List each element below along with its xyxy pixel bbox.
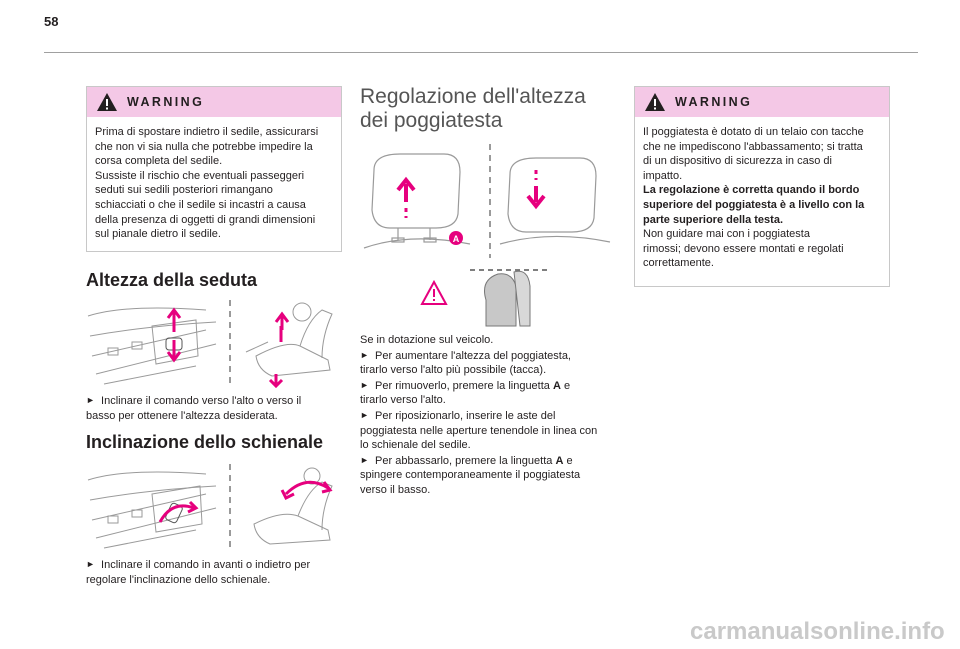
warning-line: Non guidare mai con i poggiatesta [643,228,810,241]
instruction-line: e [563,454,573,467]
instruction-line: regolare l'inclinazione dello schienale. [86,573,271,586]
warning-box-seat-move [86,86,342,252]
warning-title: WARNING [127,95,205,109]
backrest-illustration [86,460,348,552]
instruction-line: Per rimuoverlo, premere la linguetta [375,379,553,392]
bullet-arrow-icon: ► [86,395,95,405]
bullet-arrow-icon: ► [360,349,369,360]
warning-box-headrest [634,86,890,287]
tab-label-a: A [452,234,460,244]
headrest-instructions [360,333,625,498]
warning-line: di un dispositivo di sicurezza in caso di [643,155,832,168]
page-number: 58 [44,14,59,29]
heading-line: dei poggiatesta [360,109,503,132]
instruction-line: spingere contemporaneamente il poggiatesta [360,469,581,482]
warning-line: che ne impediscono l'abbassamento; si tratta [643,140,863,153]
bullet-arrow-icon: ► [360,409,369,420]
section-heading-headrest [360,85,586,133]
tab-reference: A [555,454,564,467]
instruction-line: basso per ottenere l'altezza desiderata. [86,409,278,422]
warning-line: corsa completa del sedile. [95,155,223,168]
warning-header [87,87,341,117]
bullet-arrow-icon: ► [86,559,95,569]
warning-line: sul pianale dietro il sedile. [95,228,221,241]
warning-text [635,117,889,271]
instruction-line: poggiatesta nelle aperture tenendole in linea con [360,424,598,437]
warning-line: schiacciati o che il sedile si incastri a causa [95,198,306,211]
instruction-line: Per abbassarlo, premere la linguetta [375,454,556,467]
instruction-line: Inclinare il comando in avanti o indietro per [101,559,311,571]
warning-emphasis: superiore del poggiatesta è a livello con la [643,198,865,211]
headrest-illustration [360,140,620,330]
tab-reference: A [552,379,561,392]
warning-line: correttamente. [643,257,714,270]
bullet-arrow-icon: ► [360,454,369,465]
instruction-line: Per aumentare l'altezza del poggiatesta, [375,349,571,362]
bullet-arrow-icon: ► [360,379,369,390]
instruction-line: e [560,379,571,392]
heading-line: Regolazione dell'altezza [360,85,586,108]
warning-line: Prima di spostare indietro il sedile, assicurarsi [95,126,319,138]
intro-line: Se in dotazione sul veicolo. [360,334,494,346]
seat-height-illustration [86,296,348,388]
warning-header [635,87,889,117]
instruction-line: Inclinare il comando verso l'alto o verso il [101,395,302,407]
header-divider [44,52,918,53]
warning-line: Il poggiatesta è dotato di un telaio con tacche [643,126,864,138]
warning-title: WARNING [675,95,753,109]
backrest-instruction [86,557,346,587]
warning-line: impatto. [643,169,683,182]
section-heading-seat-height: Altezza della seduta [86,270,258,290]
warning-text [87,117,341,242]
instruction-line: tirarlo verso l'alto. [360,394,446,407]
warning-triangle-icon [96,92,118,112]
watermark: carmanualsonline.info [690,618,945,645]
warning-emphasis: parte superiore della testa. [643,213,783,226]
seat-height-instruction [86,393,346,423]
warning-line: che non vi sia nulla che potrebbe impedire la [95,140,313,153]
warning-triangle-icon [644,92,666,112]
instruction-line: Per riposizionarlo, inserire le aste del [375,409,556,422]
warning-line: rimossi; devono essere montati e regolati [643,242,844,255]
section-heading-backrest: Inclinazione dello schienale [86,432,324,452]
instruction-line: verso il basso. [360,483,431,496]
warning-line: seduti sui sedili posteriori rimangano [95,184,273,197]
warning-line: della presenza di oggetti di grandi dimensioni [95,213,316,226]
instruction-line: lo schienale del sedile. [360,439,471,452]
warning-line: Sussiste il rischio che eventuali passeggeri [95,169,305,182]
warning-emphasis: La regolazione è corretta quando il bordo [643,184,860,197]
instruction-line: tirarlo verso l'alto più possibile (tacca). [360,364,547,377]
